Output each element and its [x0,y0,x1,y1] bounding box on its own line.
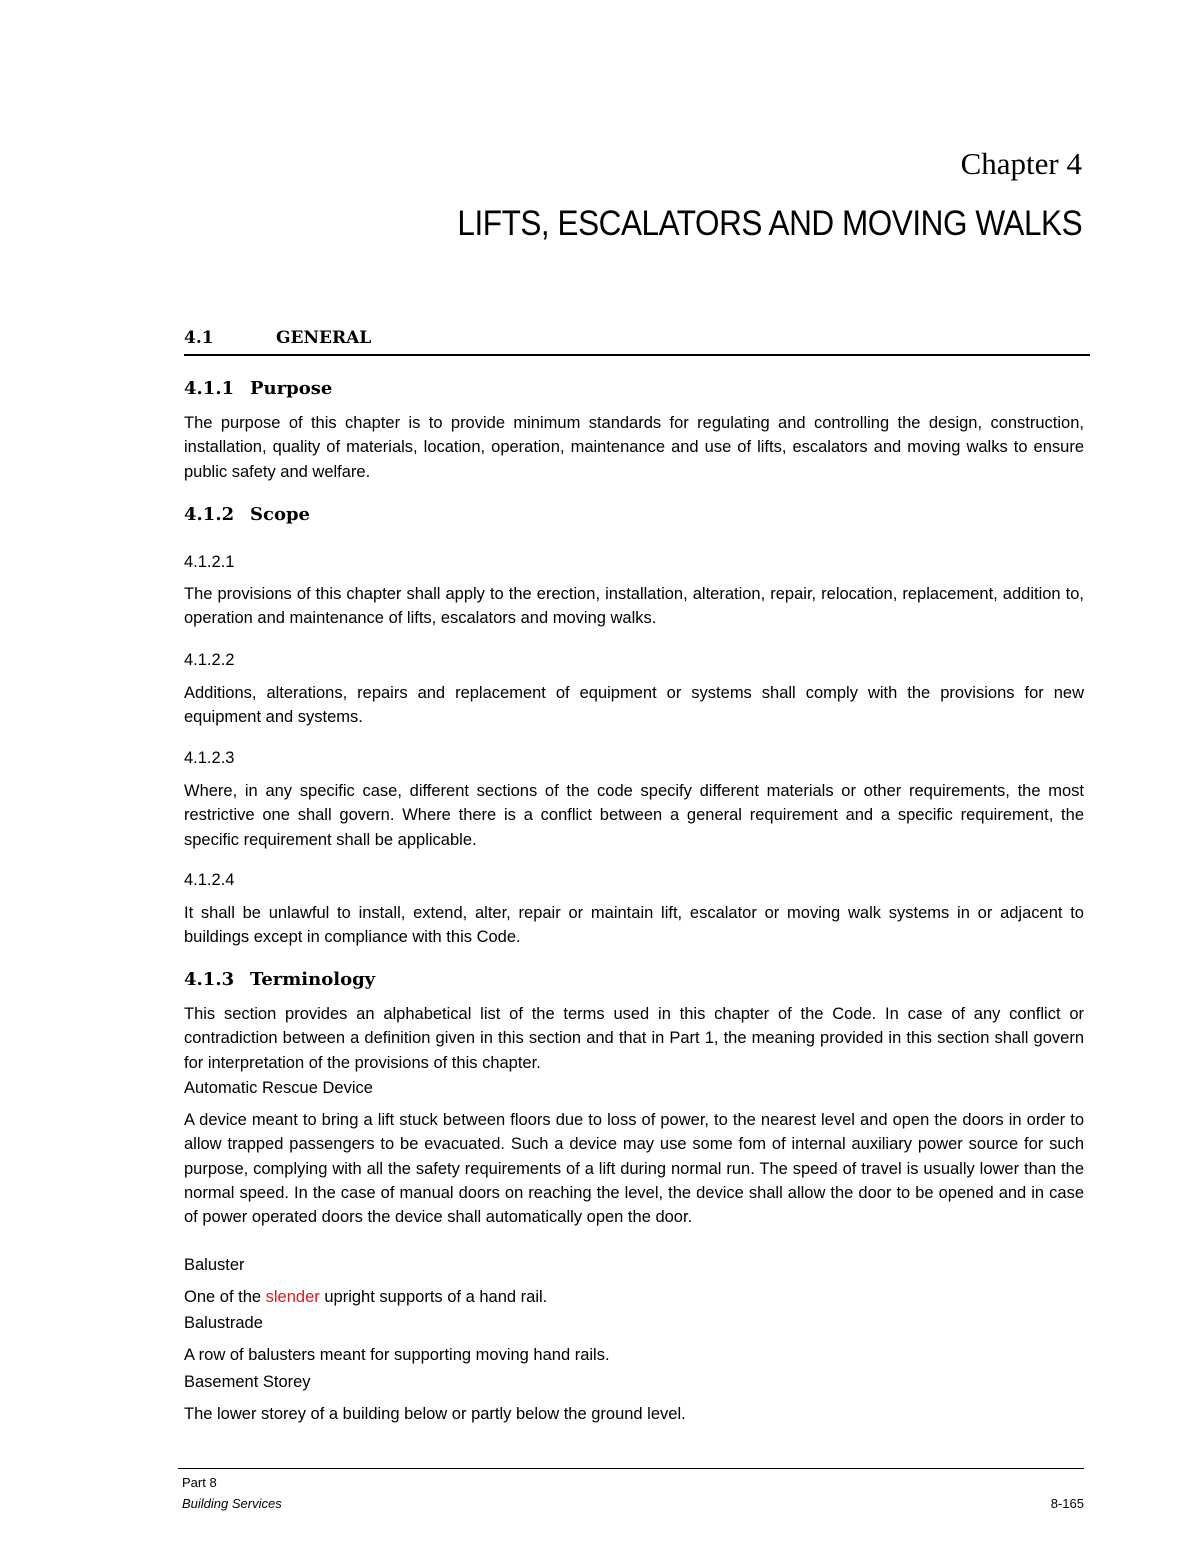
footer-divider [178,1468,1084,1469]
clause-number: 4.1.2.3 [184,749,235,767]
clause-text: Additions, alterations, repairs and replacement of equipment or systems shall comply with the provisions for new equipment and systems. [184,684,1084,727]
term-definition: A row of balusters meant for supporting moving hand rails. [184,1346,610,1364]
purpose-heading [184,378,332,399]
purpose-paragraph: The purpose of this chapter is to provide minimum standards for regulating and controlling the design, construction, installation, quality of materials, location, operation, maintenance and use of lifts, escalators and moving walks to ensure public safety and welfare. [184,414,1084,481]
purpose-title: Purpose [250,378,333,399]
clause-text: The provisions of this chapter shall apply to the erection, installation, alteration, repair, relocation, replacement, addition to, operation and maintenance of lifts, escalators and moving walks. [184,585,1084,628]
term-definition [184,1285,1084,1309]
clause-text: Where, in any specific case, different sections of the code specify different materials or other requirements, the most restrictive one shall govern. Where there is a conflict between a general requirement and a specific requirement, the specific requirement shall be applicable. [184,782,1084,849]
clause-text: It shall be unlawful to install, extend, alter, repair or maintain lift, escalator or moving walk systems in or adjacent to buildings except in compliance with this Code. [184,904,1084,947]
definition-text: One of the [184,1288,266,1306]
scope-heading [184,504,310,525]
terminology-number: 4.1.3 [184,969,235,990]
term-name: Automatic Rescue Device [184,1079,373,1097]
section-number: 4.1 [184,328,214,348]
definition-text: upright supports of a hand rail. [319,1288,548,1306]
scope-number: 4.1.2 [184,504,235,525]
term-name: Baluster [184,1256,245,1274]
clause-number: 4.1.2.1 [184,553,235,571]
section-heading [184,328,1090,356]
scope-title: Scope [250,504,311,525]
term-definition: The lower storey of a building below or partly below the ground level. [184,1405,686,1423]
footer-page-number: 8-165 [1050,1496,1084,1511]
term-definition: A device meant to bring a lift stuck between floors due to loss of power, to the nearest level and open the doors in order to allow trapped passengers to be evacuated. Such a device may use some fom of internal auxiliary power source for such purpose, complying with all the safety requirements of a lift during normal run. The speed of travel is usually lower than the normal speed. In the case of manual doors on reaching the level, the device shall allow the door to be opened and in case of power operated doors the device shall automatically open the door. [184,1111,1084,1227]
section-title: GENERAL [276,328,372,348]
highlighted-word: slender [265,1288,320,1306]
clause-number: 4.1.2.2 [184,651,235,669]
purpose-number: 4.1.1 [184,378,235,399]
term-name: Basement Storey [184,1373,311,1391]
terminology-intro: This section provides an alphabetical list of the terms used in this chapter of the Code. In case of any conflict or contradiction between a definition given in this section and that in Part 1, the meaning provided in this section shall govern for interpretation of the provisions of this chapter. [184,1005,1084,1072]
terminology-heading [184,969,375,990]
terminology-title: Terminology [250,969,376,990]
chapter-title: LIFTS, ESCALATORS AND MOVING WALKS [457,204,1082,243]
footer-part: Part 8 [182,1475,217,1490]
term-name: Balustrade [184,1314,263,1332]
chapter-number: Chapter 4 [960,146,1082,181]
footer-subtitle: Building Services [182,1496,282,1511]
clause-number: 4.1.2.4 [184,871,235,889]
